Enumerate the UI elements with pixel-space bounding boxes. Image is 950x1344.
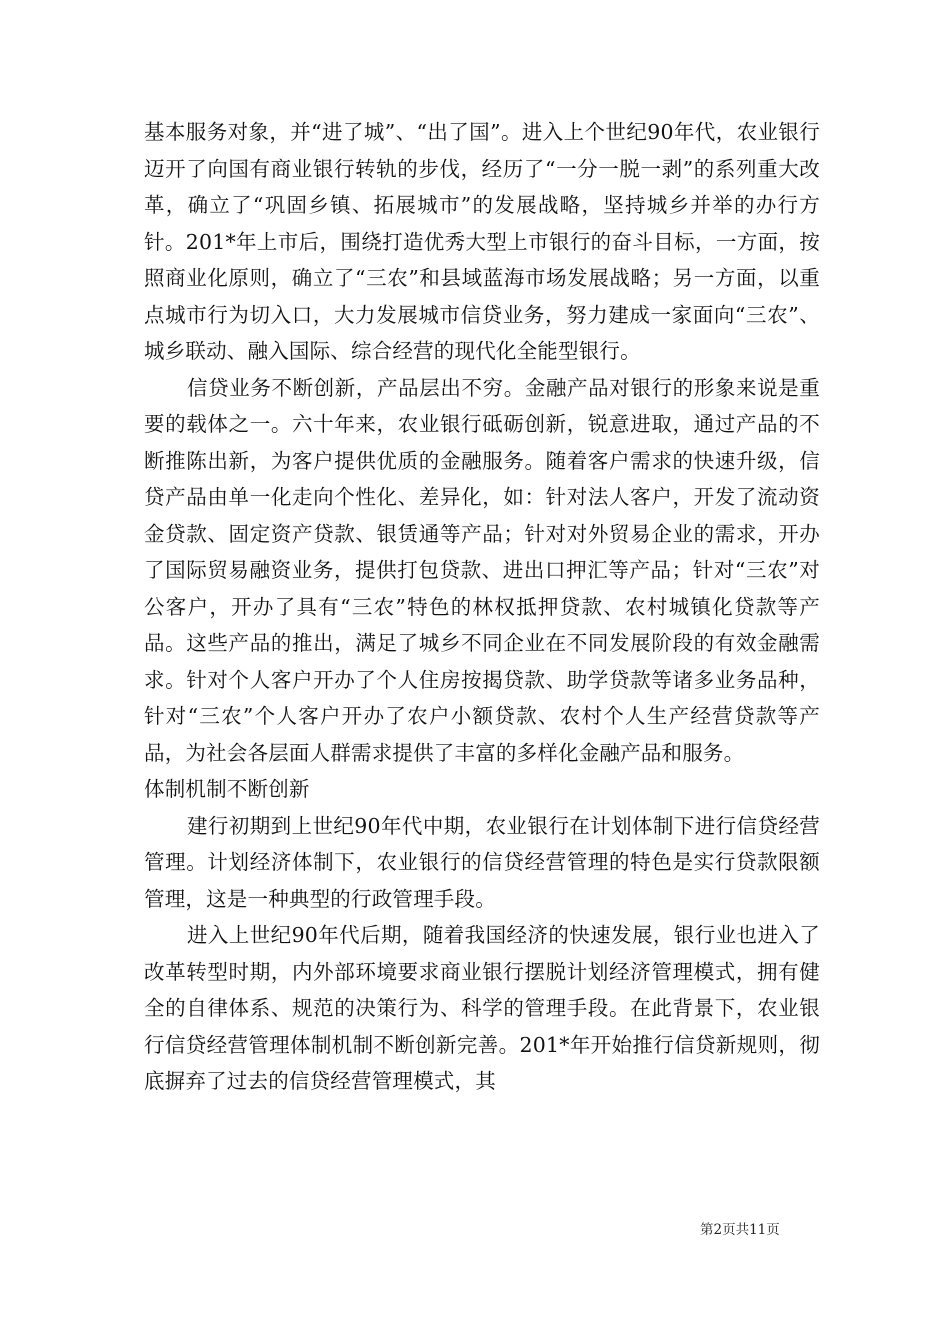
paragraph-reform-period: 进入上世纪90年代后期，随着我国经济的快速发展，银行业也进入了改革转型时期，内外部环境要求商业银行摆脱计划经济管理模式，拥有健全的自律体系、规范的决策行为、科学的管理手段。在此背景下，农业银行信贷经营管理体制机制不断创新完善。201*年开始推行信贷新规则，彻底摒弃了过去的信贷经营管理模式，其 <box>144 923 820 1093</box>
document-body <box>144 114 820 1100</box>
page-number-footer: 第2页共11页 <box>700 1222 780 1238</box>
paragraph-credit-innovation: 信贷业务不断创新，产品层出不穷。金融产品对银行的形象来说是重要的载体之一。六十年来，农业银行砥砺创新，锐意进取，通过产品的不断推陈出新，为客户提供优质的金融服务。随着客户需求的快速升级，信贷产品由单一化走向个性化、差异化，如：针对法人客户，开发了流动资金贷款、固定资产贷款、银赁通等产品；针对对外贸易企业的需求，开办了国际贸易融资业务，提供打包贷款、进出口押汇等产品；针对“三农”对公客户，开办了具有“三农”特色的林权抵押贷款、农村城镇化贷款等产品。这些产品的推出，满足了城乡不同企业在不同发展阶段的有效金融需求。针对个人客户开办了个人住房按揭贷款、助学贷款等诸多业务品种，针对“三农”个人客户开办了农户小额贷款、农村个人生产经营贷款等产品，为社会各层面人群需求提供了丰富的多样化金融产品和服务。 <box>144 375 820 765</box>
section-heading: 体制机制不断创新 <box>144 777 310 801</box>
paragraph-continuation: 基本服务对象，并“进了城”、“出了国”。进入上个世纪90年代，农业银行迈开了向国有商业银行转轨的步伐，经历了“一分一脱一剥”的系列重大改革，确立了“巩固乡镇、拓展城市”的发展战略，坚持城乡并举的办行方针。201*年上市后，围绕打造优秀大型上市银行的奋斗目标，一方面，按照商业化原则，确立了“三农”和县域蓝海市场发展战略；另一方面，以重点城市行为切入口，大力发展城市信贷业务，努力建成一家面向“三农”、城乡联动、融入国际、综合经营的现代化全能型银行。 <box>144 120 820 363</box>
paragraph-planned-economy: 建行初期到上世纪90年代中期，农业银行在计划体制下进行信贷经营管理。计划经济体制下，农业银行的信贷经营管理的特色是实行贷款限额管理，这是一种典型的行政管理手段。 <box>144 813 820 911</box>
